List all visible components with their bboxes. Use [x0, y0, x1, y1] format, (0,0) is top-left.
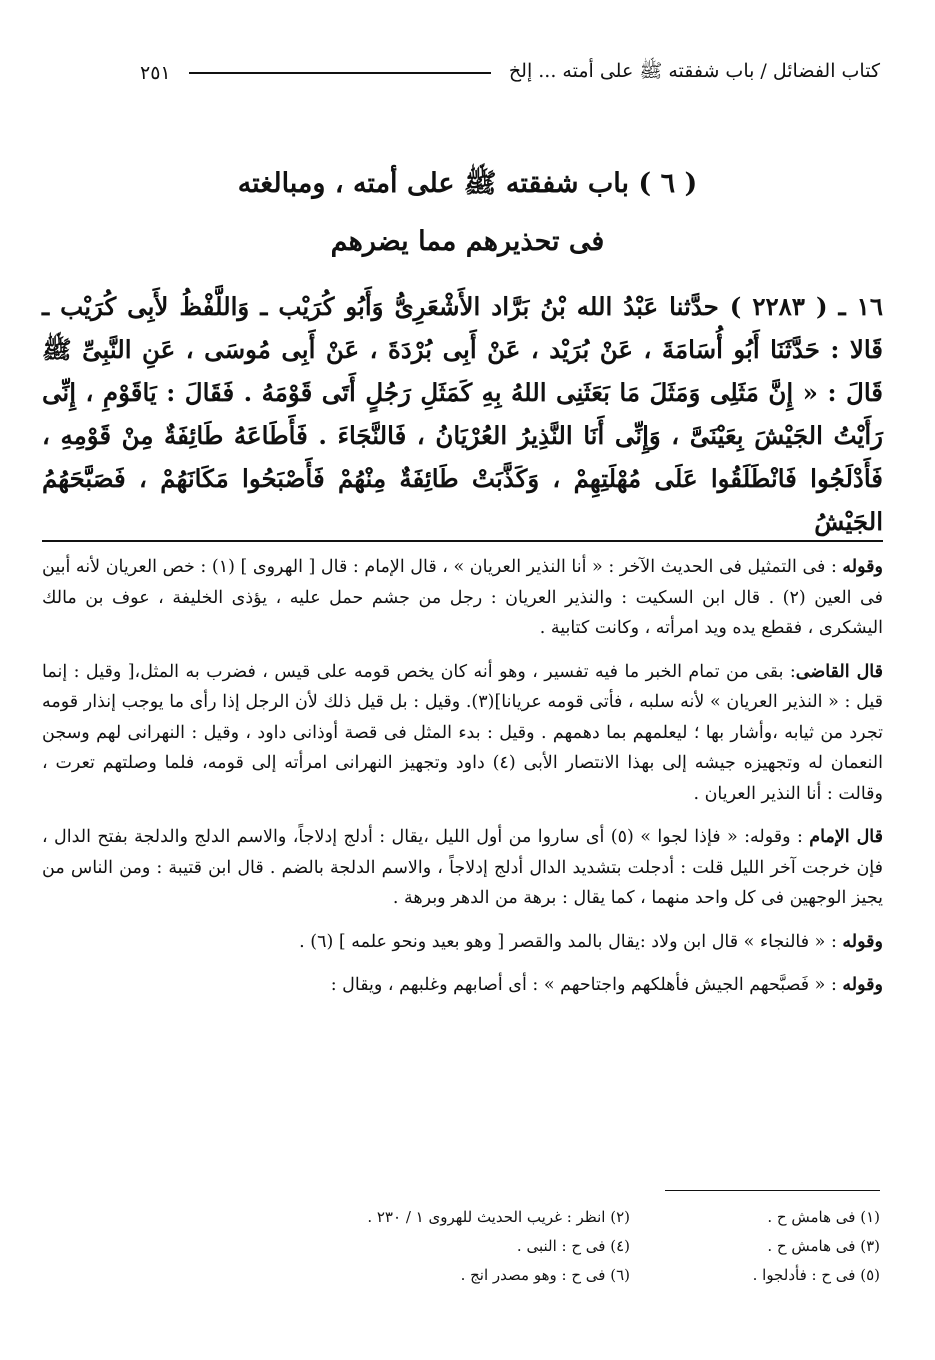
footnote: (٤) فى ح : النبى . — [516, 1237, 630, 1255]
commentary-paragraph — [42, 970, 883, 1001]
commentary — [42, 552, 883, 1014]
running-title: كتاب الفضائل / باب شفقته ﷺ على أمته ... إلخ — [508, 60, 880, 82]
paragraph-text: : « فَصبَّحهم الجيش فأهلكهم واجتاحهم » : أى أصابهم وغلبهم ، ويقال : — [330, 975, 843, 995]
paragraph-text: : « فالنجاء » قال ابن ولاد :يقال بالمد والقصر [ وهو بعيد ونحو علمه ] (٦) . — [299, 931, 843, 952]
paragraph-lead: وقوله — [842, 557, 883, 577]
paragraph-text: : وقوله: « فإذا لجوا » (٥) أى ساروا من أول الليل ،يقال : أدلج إدلاجاً، والاسم الدلج والدلجة بفتح الدال ، فإن خرجت آخر الليل قلت : أدجلت بتشديد الدال أدلج إدلاجاً ، والاسم الدلجة بالضم . قال ابن قتيبة : ومن الناس من يجيز الوجهين فى كل واحد منهما ، كما يقال : برهة من الدهر وبرهة . — [42, 827, 883, 908]
hadith-text: ١٦ ـ ( ٢٢٨٣ ) حدَّثنا عَبْدُ الله بْنُ بَرَّاد الأَشْعَرِىُّ وَأَبُو كُرَيْب ـ وَاللَّفْظُ لأَبِى كُرَيْب ـ قَالا : حَدَّثَنَا أَبُو أُسَامَةَ ، عَنْ بُرَيْد ، عَنْ أَبِى بُرْدَةَ ، عَنْ أَبِى مُوسَى ، عَنِ النَّبِىِّ ﷺ قَالَ : « إِنَّ مَثَلِى وَمَثَلَ مَا بَعَثَنِى اللهُ بِهِ كَمَثَلِ رَجُلٍ أَتَى قَوْمَهُ . فَقَالَ : يَاقَوْمِ ، إِنِّى رَأَيْتُ الجَيْشَ بِعَيْنَىَّ ، وَإِنِّى أَنَا النَّذِيرُ العُرْيَانُ ، فَالنَّجَاءَ . فَأَطَاعَهُ طَائِفَةٌ مِنْ قَوْمِهِ ، فَأَدْلَجُوا فَانْطَلَقُوا عَلَى مُهْلَتِهِمْ ، وَكَذَّبَتْ طَائِفَةٌ مِنْهُمْ فَأَصْبَحُوا مَكَانَهُمْ ، فَصَبَّحَهُمُ الجَيْشُ — [42, 292, 883, 536]
commentary-paragraph — [42, 657, 883, 810]
header-rule — [189, 72, 491, 74]
running-header — [140, 58, 880, 88]
commentary-paragraph — [42, 552, 883, 644]
commentary-paragraph — [42, 927, 883, 958]
paragraph-text: : فى التمثيل فى الحديث الآخر : « أنا النذير العريان » ، قال الإمام : قال [ الهروى ] (١) : خص العريان لأنه أبين فى العين (٢) . قال ابن السكيت : والنذير العريان : رجل من جشم حمل عليه ، يؤذى الخليفة ، عوف بن مالك اليشكرى ، فقطع يده ويد امرأته ، وكانت كتابية . — [42, 557, 883, 638]
paragraph-lead: قال القاضى — [795, 661, 883, 682]
footnotes — [320, 1205, 880, 1288]
text-separator-rule — [42, 540, 883, 542]
chapter-title-line-2: فى تحذيرهم مما يضرهم — [330, 226, 605, 257]
paragraph-text: : بقى من تمام الخبر ما فيه تفسير ، وهو أنه كان يخص قومه على قيس ، فضرب به المثل،[ وقيل : إنما قيل : « النذير العريان » لأنه سلبه ، فأتى قومه عريانا](٣). وقيل : بل قيل ذلك لأن الرجل إذا رأى ما يوجب إنذار قومه تجرد من ثيابه ،وأشار بها ؛ ليعلمهم بما دهمهم . وقيل : بدء المثل فى قصة أوذانى داود ، وقيل : النهرانى لهم وسجن النعمان له وتجهيزه جيشه إلى بهذا الانتصار الأبى (٤) داود وتجهيز النهرانى امرأته إلى قومه، فلما وصلتهم تعرت ، وقالت : أنا النذير العريان . — [42, 661, 883, 804]
chapter-title-line-1: ( ٦ ) باب شفقته ﷺ على أمته ، ومبالغته — [237, 168, 698, 199]
paragraph-lead: قال الإمام — [809, 827, 883, 847]
commentary-paragraph — [42, 822, 883, 914]
footnote-rule — [665, 1190, 880, 1191]
footnote: (٦) فى ح : وهو مصدر انج . — [460, 1266, 630, 1284]
footnote: (٥) فى ح : فأدلجوا . — [752, 1266, 880, 1284]
footnote: (١) فى هامش ح . — [767, 1208, 880, 1226]
footnote: (٣) فى هامش ح . — [767, 1237, 880, 1255]
footnote: (٢) انظر : غريب الحديث للهروى ١ / ٢٣٠ . — [367, 1208, 630, 1226]
page-number: ٢٥١ — [140, 62, 171, 84]
paragraph-lead: وقوله — [842, 975, 883, 995]
paragraph-lead: وقوله — [842, 931, 883, 952]
